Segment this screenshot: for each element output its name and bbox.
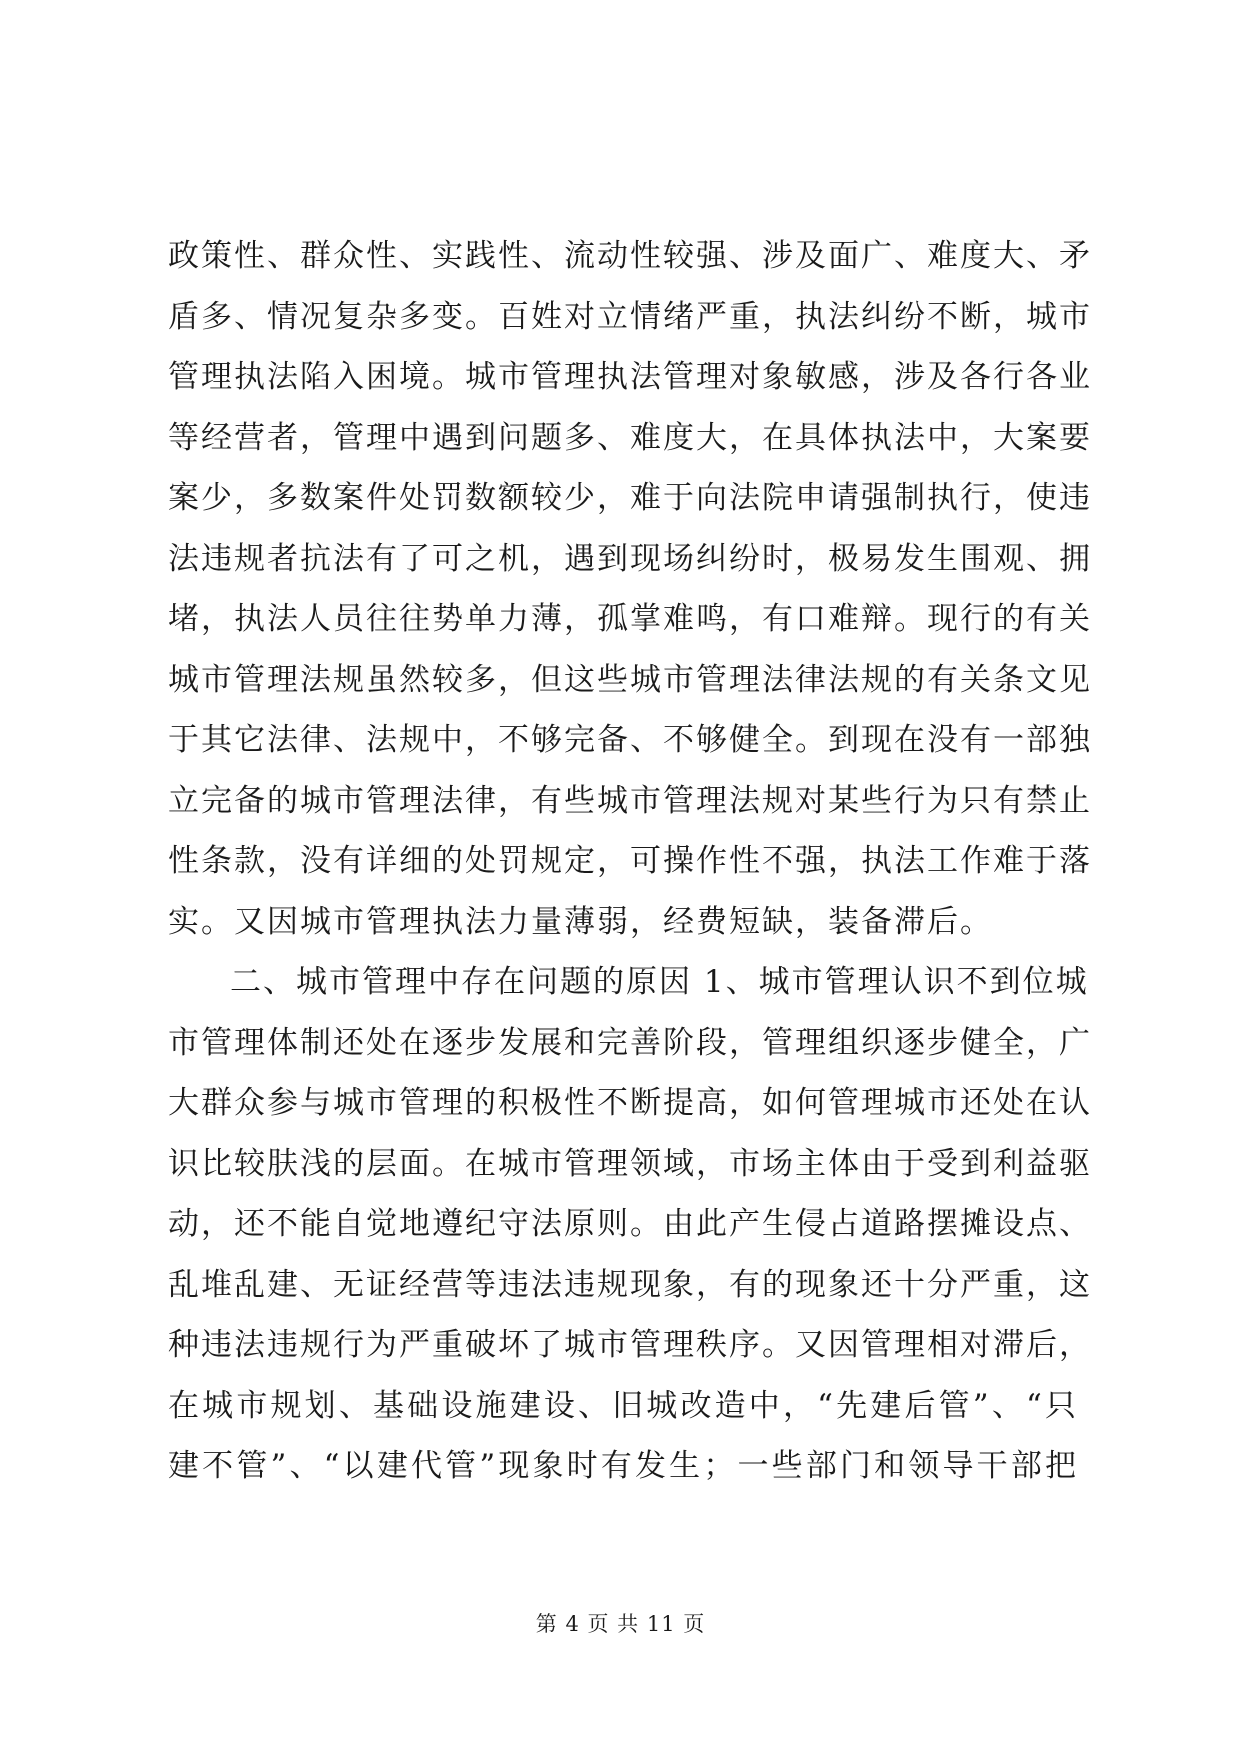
text-line: 乱堆乱建、无证经营等违法违规现象，有的现象还十分严重，这 — [168, 1266, 1092, 1303]
text-line: 政策性、群众性、实践性、流动性较强、涉及面广、难度大、矛 — [168, 238, 1092, 274]
text-line: 大群众参与城市管理的积极性不断提高，如何管理城市还处在认 — [168, 1085, 1092, 1121]
text-line: 性条款，没有详细的处罚规定，可操作性不强，执法工作难于落 — [168, 843, 1092, 879]
text-line: 于其它法律、法规中，不够完备、不够健全。到现在没有一部独 — [168, 722, 1092, 758]
text-line: 实。又因城市管理执法力量薄弱，经费短缺，装备滞后。 — [168, 903, 993, 940]
text-line: 盾多、情况复杂多变。百姓对立情绪严重，执法纠纷不断，城市 — [168, 298, 1092, 335]
text-line: 建不管”、“以建代管”现象时有发生；一些部门和领导干部把 — [168, 1448, 1078, 1484]
text-line: 城市管理法规虽然较多，但这些城市管理法律法规的有关条文见 — [168, 661, 1092, 698]
text-line: 堵，执法人员往往势单力薄，孤掌难鸣，有口难辩。现行的有关 — [168, 601, 1092, 637]
text-line: 市管理体制还处在逐步发展和完善阶段，管理组织逐步健全，广 — [168, 1024, 1092, 1061]
text-line: 管理执法陷入困境。城市管理执法管理对象敏感，涉及各行各业 — [168, 359, 1092, 395]
text-line: 识比较肤浅的层面。在城市管理领域，市场主体由于受到利益驱 — [168, 1145, 1092, 1182]
text-line: 等经营者，管理中遇到问题多、难度大，在具体执法中，大案要 — [168, 419, 1092, 456]
text-line: 案少，多数案件处罚数额较少，难于向法院申请强制执行，使违 — [168, 480, 1092, 516]
page-number-footer: 第 4 页 共 11 页 — [535, 1612, 706, 1636]
text-line: 种违法违规行为严重破坏了城市管理秩序。又因管理相对滞后， — [168, 1327, 1092, 1363]
body-text — [168, 226, 1092, 1497]
text-line: 法违规者抗法有了可之机，遇到现场纠纷时，极易发生围观、拥 — [168, 540, 1092, 577]
text-line: 立完备的城市管理法律，有些城市管理法规对某些行为只有禁止 — [168, 782, 1092, 819]
text-line: 动，还不能自觉地遵纪守法原则。由此产生侵占道路摆摊设点、 — [168, 1206, 1092, 1242]
section-heading-line: 二、城市管理中存在问题的原因 1、城市管理认识不到位城 — [230, 964, 1089, 1000]
text-line: 在城市规划、基础设施建设、旧城改造中，“先建后管”、“只 — [168, 1387, 1078, 1424]
